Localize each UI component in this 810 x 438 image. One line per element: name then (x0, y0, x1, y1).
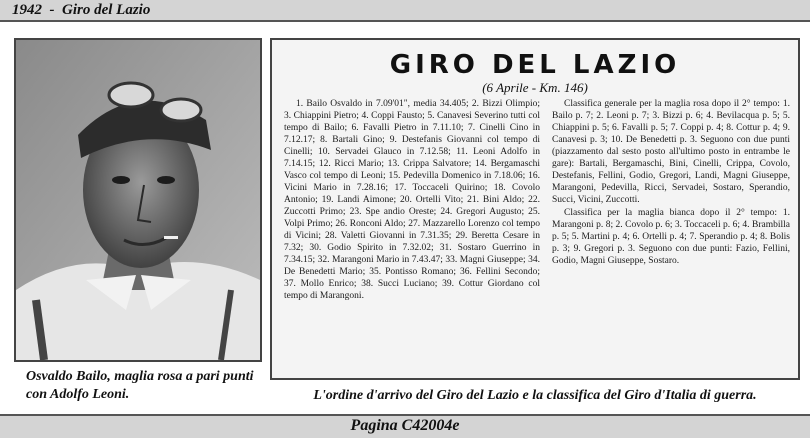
clipping-subtitle: (6 Aprile - Km. 146) (482, 80, 588, 95)
clipping-title: GIRO DEL LAZIO (389, 50, 681, 80)
clipping-caption: L'ordine d'arrivo del Giro del Lazio e la classifica del Giro d'Italia di guerra. (313, 388, 757, 403)
page-title: 1942 - Giro del Lazio (12, 2, 151, 18)
standings-column (552, 98, 790, 268)
arrival-order-text: 1. Bailo Osvaldo in 7.09'01", media 34.405; 2. Bizzi Olimpio; 3. Chiappini Pietro; 4. Coppi Fausto; 5. Canavesi Severino tutti col tempo di Bailo; 6. Favalli Pietro in 7.11.10; 7. Cinelli Cino in 7.12.17; 8. Bartali Gino; 9. Destefanis Giovanni col tempo di Cinelli; 10. Servadei Glauco in 7.12.58; 11. Leoni Adolfo in 7.14.15; 12. Ricci Mario; 13. Crippa Salvatore; 14. Bergamaschi Vasco col tempo di Leoni; 15. Pedevilla Domenico in 7.18.06; 16. Vicini Mario in 7.28.16; 17. Toccaceli Quirino; 18. Covolo Antonio; 19. Landi Aimone; 20. Ortelli Vito; 21. Bini Aldo; 22. Zuccotti Primo; 23. Spe andio Oreste; 24. Gregori Augusto; 25. Volpi Primo; 26. Ronconi Aldo; 27. Mazzarello Lorenzo col tempo di Vicini; 28. Valetti Giovanni in 7.31.35; 29. Beretta Cesare in 7.32; 30. Godio Spirito in 7.32.02; 31. Sostaro Guerrino in 7.34.15; 32. Marangoni Mario in 7.43.47; 33. Magni Giuseppe; 34. De Benedetti Mario; 35. Pontisso Romano; 36. Fellini Secondo; 37. Mollo Enrico; 38. Succi Luciano; 39. Cottur Giordano col tempo di Marangoni. (284, 99, 540, 301)
cyclist-photo (14, 38, 262, 362)
results-column (284, 98, 540, 303)
newspaper-clipping (270, 38, 800, 380)
header-bar (0, 0, 810, 22)
white-jersey-standings: Classifica per la maglia bianca dopo il 2° tempo: 1. Marangoni p. 8; 2. Covolo p. 6; 3. Toccaceli p. 6; 4. Brambilla p. 5; 5. Martini p. 4; 6. Ortelli p. 4; 7. Sperandio p. 4; 8. Bolis p. 3; 9. Gregori p. 3. Seguono con due punti: Fazio, Fellini, Godio, Magni Giuseppe, Sostaro. (552, 208, 790, 266)
footer-bar (0, 414, 810, 438)
page-label: Pagina C42004e (350, 417, 460, 434)
pink-jersey-standings: Classifica generale per la maglia rosa dopo il 2° tempo: 1. Bailo p. 7; 2. Leoni p. 7; 3. Bizzi p. 6; 4. Bevilacqua p. 5; 5. Chiappini p. 5; 6. Favalli p. 5; 7. Coppi p. 4; 8. Cottur p. 4; 9. Canavesi p. 3; 10. De Benedetti p. 3. Seguono con due punti (piazzamento dal sesto posto all'ultimo posto in entrambe le gare): Bartali, Bergamaschi, Bini, Cinelli, Crippa, Covolo, Destefanis, Fellini, Godio, Gregori, Landi, Magni Giuseppe, Marangoni, Pedevilla, Ricci, Servadei, Sostaro, Sperandio, Succi, Vicini, Zuccotti. (552, 99, 790, 205)
portrait-image (16, 40, 260, 360)
photo-caption: Osvaldo Bailo, maglia rosa a pari punti con Adolfo Leoni. (26, 369, 254, 402)
